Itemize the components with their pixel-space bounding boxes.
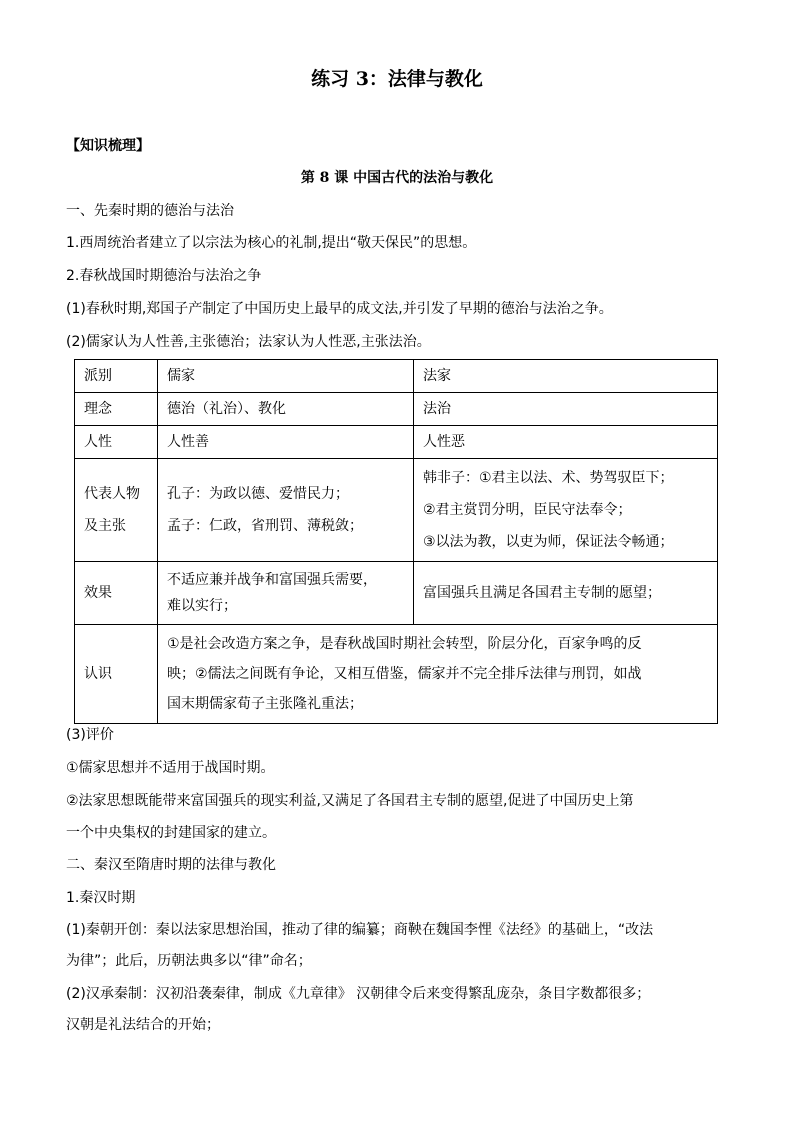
table-row — [75, 393, 718, 426]
table-cell: 法治 — [414, 393, 718, 426]
table-cell: 派别 — [75, 360, 158, 393]
rep-fa-line: 韩非子：①君主以法、术、势驾驭臣下； — [423, 470, 674, 486]
table-cell: 人性 — [75, 426, 158, 459]
evaluation-heading: (3)评价 — [66, 727, 114, 743]
part2-sub2: (2)汉承秦制：汉初沿袭秦律，制成《九章律》 汉朝律令后来变得繁乱庞杂，条目字数都很多； — [66, 986, 651, 1002]
table-cell: 富国强兵且满足各国君主专制的愿望； — [414, 562, 718, 625]
table-cell — [158, 459, 414, 562]
rep-label-line: 代表人物 — [84, 486, 140, 502]
part1-sub1: (1)春秋时期,郑国子产制定了中国历史上最早的成文法,并引发了早期的德治与法治之争。 — [66, 301, 613, 317]
view-line: 国末期儒家荀子主张隆礼重法； — [167, 696, 363, 712]
rep-ru-line: 孔子：为政以德、爱惜民力； — [167, 486, 349, 502]
evaluation-point2-cont: 一个中央集权的封建国家的建立。 — [66, 825, 276, 841]
table-header-row — [75, 360, 718, 393]
effect-ru-line: 不适应兼并战争和富国强兵需要， — [167, 572, 377, 588]
part1-item1: 1.西周统治者建立了以宗法为核心的礼制,提出“敬天保民”的思想。 — [66, 235, 477, 251]
part2-sub2-cont: 汉朝是礼法结合的开始； — [66, 1017, 220, 1033]
table-cell: 德治（礼治）、教化 — [158, 393, 414, 426]
table-cell — [158, 562, 414, 625]
table-cell: 人性善 — [158, 426, 414, 459]
table-cell — [158, 625, 718, 724]
table-cell — [75, 459, 158, 562]
rep-ru-line: 孟子：仁政，省刑罚、薄税敛； — [167, 518, 363, 534]
table-cell: 认识 — [75, 625, 158, 724]
part2-sub1: (1)秦朝开创：秦以法家思想治国，推动了律的编纂；商鞅在魏国李悝《法经》的基础上，“改法 — [66, 922, 654, 938]
page-title: 练习 3：法律与教化 — [311, 68, 483, 90]
table-cell: 人性恶 — [414, 426, 718, 459]
table-row — [75, 459, 718, 562]
view-line: ①是社会改造方案之争，是春秋战国时期社会转型，阶层分化，百家争鸣的反 — [167, 636, 642, 652]
table-row — [75, 426, 718, 459]
part2-sub1-cont: 为律”；此后，历朝法典多以“律”命名； — [66, 953, 312, 969]
table-row — [75, 562, 718, 625]
comparison-table — [74, 359, 718, 724]
lesson-title: 第 8 课 中国古代的法治与教化 — [300, 170, 494, 186]
part2-heading: 二、秦汉至隋唐时期的法律与教化 — [66, 857, 276, 873]
part1-heading: 一、先秦时期的德治与法治 — [66, 203, 234, 219]
part1-sub2: (2)儒家认为人性善,主张德治；法家认为人性恶,主张法治。 — [66, 334, 431, 350]
evaluation-point2: ②法家思想既能带来富国强兵的现实利益,又满足了各国君主专制的愿望,促进了中国历史上第 — [66, 793, 634, 809]
table-cell: 法家 — [414, 360, 718, 393]
rep-label-line: 及主张 — [84, 518, 126, 534]
table-cell: 效果 — [75, 562, 158, 625]
rep-fa-line: ②君主赏罚分明，臣民守法奉令； — [423, 502, 632, 518]
section-heading: 【知识梳理】 — [66, 138, 150, 154]
rep-fa-line: ③以法为教，以吏为师，保证法令畅通； — [423, 534, 674, 550]
part2-item1: 1.秦汉时期 — [66, 890, 136, 906]
part1-item2: 2.春秋战国时期德治与法治之争 — [66, 268, 262, 284]
table-row — [75, 625, 718, 724]
view-line: 映；②儒法之间既有争论，又相互借鉴，儒家并不完全排斥法律与刑罚，如战 — [167, 666, 642, 682]
evaluation-point1: ①儒家思想并不适用于战国时期。 — [66, 760, 275, 776]
effect-ru-line: 难以实行； — [167, 598, 237, 614]
table-cell: 理念 — [75, 393, 158, 426]
table-cell: 儒家 — [158, 360, 414, 393]
table-cell — [414, 459, 718, 562]
